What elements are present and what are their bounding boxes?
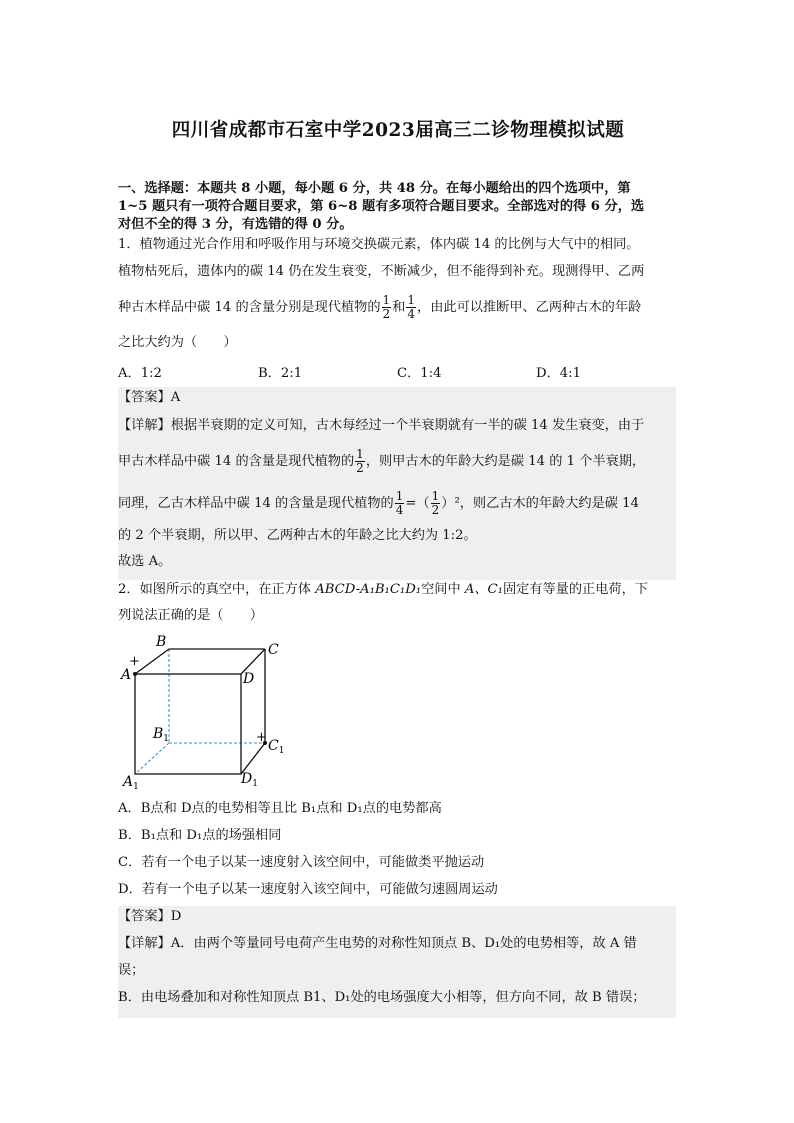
q1-explanation-line-4: 的 2 个半衰期，所以甲、乙两种古木的年龄之比大约为 1:2。 (118, 528, 477, 543)
q1-answer: 【答案】A (118, 390, 181, 405)
fraction-one-half: $\frac{1}{2}$ (382, 293, 391, 321)
q2-option-b: B．B₁点和 D₁点的场强相同 (118, 828, 282, 843)
vertex-b: B (156, 634, 167, 650)
q1-and: 和 (392, 300, 406, 315)
q2-stem-line-1: 2．如图所示的真空中，在正方体 ABCD-A₁B₁C₁D₁空间中 A、C₁固定有等量的正电荷，下 (118, 582, 648, 597)
q1-explanation-line-3: 同理，乙古木样品中碳 14 的含量是现代植物的 $\frac{1}{4}$ =（ $\frac{1}{2}$ ）²，则乙古木的年龄大约是碳 14 (118, 489, 639, 517)
vertex-b1: $B_1$ (153, 726, 170, 744)
vertex-a1: $A_1$ (123, 774, 139, 792)
section-heading-line-2: 1~5 题只有一项符合题目要求，第 6~8 题有多项符合题目要求。全部选对的得 6 分，选 (118, 199, 645, 214)
vertex-c: C (268, 642, 279, 658)
q1-answer-block (118, 387, 676, 580)
vertex-d1: $D_1$ (241, 771, 258, 789)
q1-option-b: B．2:1 (258, 366, 303, 381)
q1-stem-line-4: 之比大约为（ ） (118, 335, 237, 350)
q1-explanation-line-1: 【详解】根据半衰期的定义可知，古木每经过一个半衰期就有一半的碳 14 发生衰变，由于 (118, 418, 645, 433)
charge-plus-c1: + (256, 730, 267, 745)
cube-diagram (118, 632, 298, 792)
q1-stem-line-2: 植物枯死后，遗体内的碳 14 仍在发生衰变，不断减少，但不能得到补充。现测得甲、乙两 (118, 264, 645, 279)
charge-plus-a: + (129, 654, 140, 669)
vertex-d: D (243, 671, 255, 687)
vertex-c1: $C_1$ (268, 738, 285, 756)
q2-option-d: D．若有一个电子以某一速度射入该空间中，可能做匀速圆周运动 (118, 882, 498, 897)
q2-stem-line-2: 列说法正确的是（ ） (118, 608, 264, 623)
q2-explanation-line-2: 误； (118, 963, 145, 978)
fraction-one-quarter: $\frac{1}{4}$ (407, 293, 416, 321)
q2-explanation-line-3: B．由电场叠加和对称性知顶点 B1、D₁处的电场强度大小相等，但方向不同，故 B 错误； (118, 990, 646, 1005)
q1-option-d: D．4:1 (536, 366, 581, 381)
fraction-one-half: $\frac{1}{2}$ (356, 447, 364, 475)
cube-label: ABCD-A₁B₁C₁D₁ (315, 582, 422, 597)
q2-explanation-line-1: 【详解】A．由两个等量同号电荷产生电势的对称性知顶点 B、D₁处的电势相等，故 A 错 (118, 936, 637, 951)
vertex-a: A (121, 667, 132, 683)
q2-option-a: A．B点和 D点的电势相等且比 B₁点和 D₁点的电势都高 (118, 801, 442, 816)
q2-answer: 【答案】D (118, 909, 182, 924)
fraction-one-quarter: $\frac{1}{4}$ (395, 489, 404, 517)
q1-explanation-line-5: 故选 A。 (118, 554, 172, 569)
section-heading-line-1: 一、选择题：本题共 8 小题，每小题 6 分，共 48 分。在每小题给出的四个选项中，第 (118, 181, 631, 196)
q2-option-c: C．若有一个电子以某一速度射入该空间中，可能做类平抛运动 (118, 855, 485, 870)
page-title: 四川省成都市石室中学2023届高三二诊物理模拟试题 (171, 120, 625, 141)
fraction-one-half: $\frac{1}{2}$ (431, 489, 440, 517)
q1-stem-line-1: 1．植物通过光合作用和呼吸作用与环境交换碳元素，体内碳 14 的比例与大气中的相同。 (118, 237, 640, 252)
q1-option-a: A．1:2 (118, 366, 162, 381)
q1-stem-line-3 (118, 294, 641, 321)
q1-explanation-line-2: 甲古木样品中碳 14 的含量是现代植物的 $\frac{1}{2}$ ，则甲古木的年龄大约是碳 14 的 1 个半衰期， (118, 447, 646, 475)
charge-points: A、C₁ (464, 582, 503, 597)
section-heading-line-3: 对但不全的得 3 分，有选错的得 0 分。 (118, 217, 353, 232)
q1-stem-text-end: ，由此可以推断甲、乙两种古木的年龄 (417, 300, 642, 315)
q1-stem-text: 种古木样品中碳 14 的含量分别是现代植物的 (118, 300, 381, 315)
q1-option-c: C．1:4 (397, 366, 442, 381)
